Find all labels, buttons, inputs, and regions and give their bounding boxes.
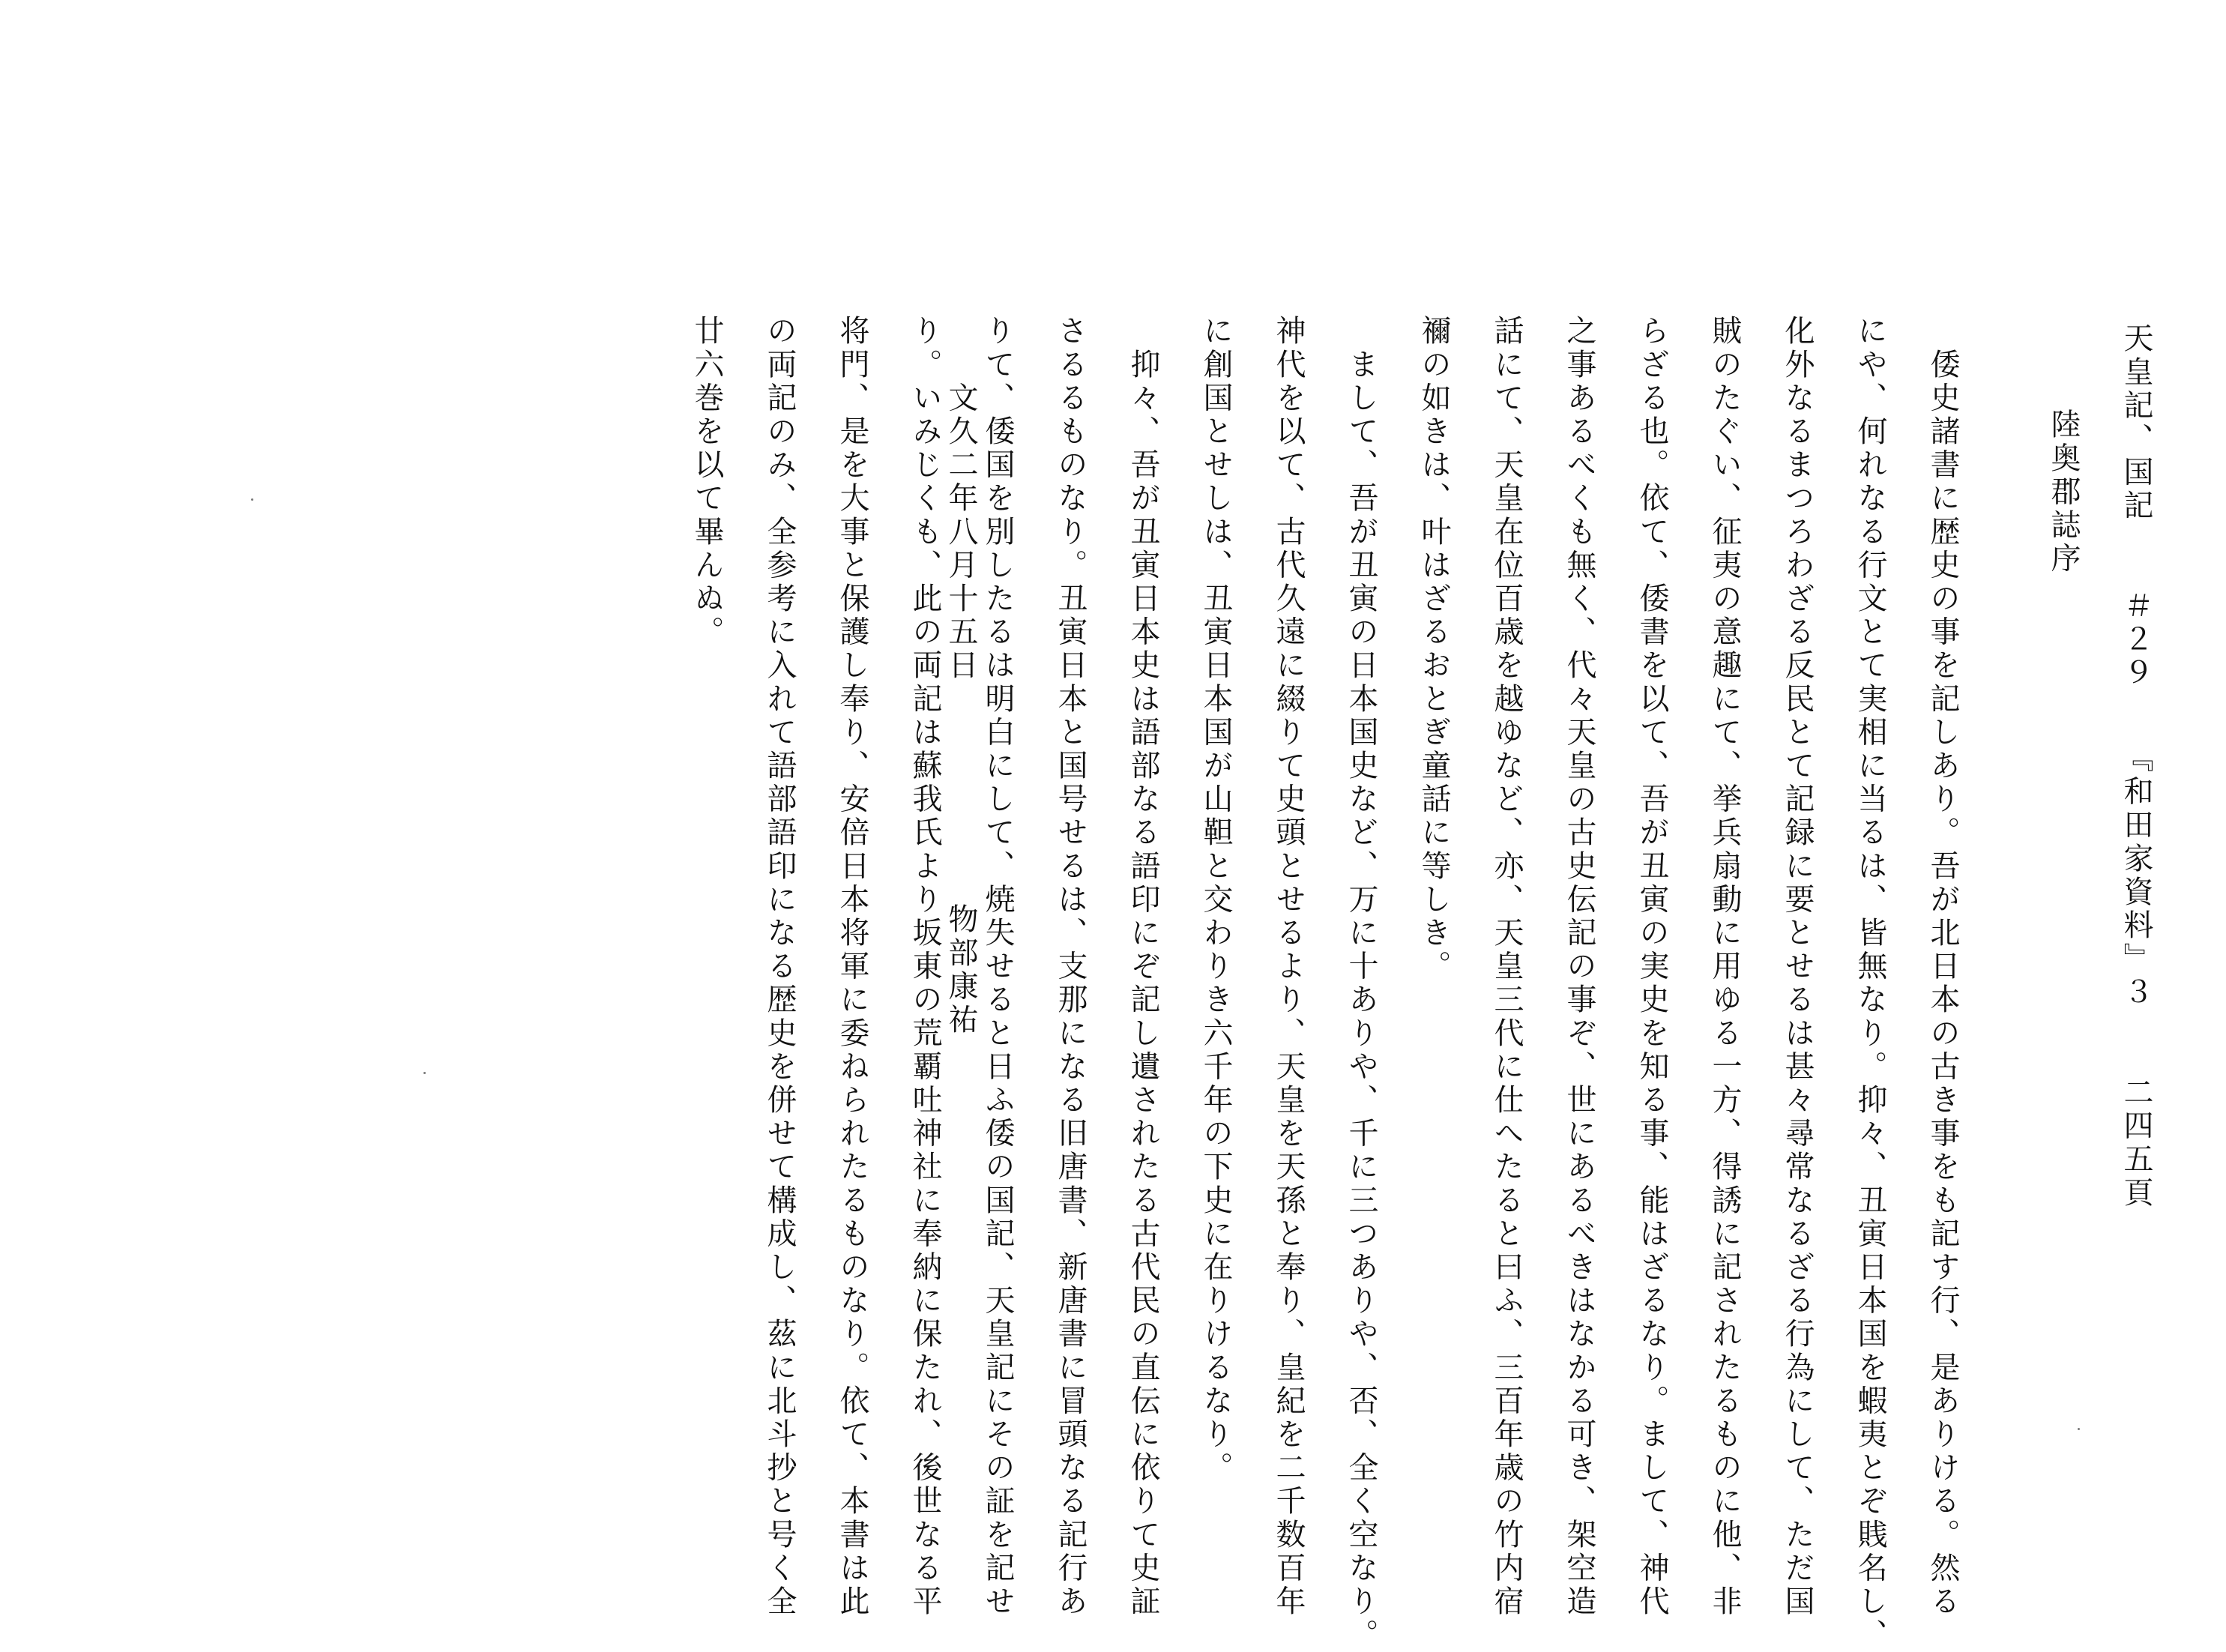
body-line: りて、倭国を別したるは明白にして、焼失せると日ふ倭の国記、天皇記にその証を記せ [980, 315, 1015, 1619]
body-line: にや、何れなる行文とて実相に当るは、皆無なり。抑々、丑寅日本国を蝦夷とぞ賎名し、 [1853, 315, 1887, 1652]
date-line: 文久二年八月十五日 [944, 315, 978, 683]
body-line: 之事あるべくも無く、代々天皇の古史伝記の事ぞ、世にあるべきはなかる可き、架空造 [1562, 315, 1596, 1619]
page-header: 天皇記、国記 ＃２９ 『和田家資料』３ 二四五頁 [2119, 322, 2153, 1211]
body-line: の両記のみ、全参考に入れて語部語印になる歴史を併せて構成し、茲に北斗抄と号く全 [762, 315, 797, 1619]
body-line: 禰の如きは、叶はざるおとぎ童話に等しき。 [1417, 315, 1451, 983]
body-line: 将門、是を大事と保護し奉り、安倍日本将軍に委ねられたるものなり。依て、本書は此 [835, 315, 869, 1619]
scan-speck [251, 498, 253, 501]
body-line: 倭史諸書に歴史の事を記しあり。吾が北日本の古き事をも記す行、是ありける。然る [1925, 315, 1960, 1619]
body-line: 賊のたぐい、征夷の意趣にて、挙兵扇動に用ゆる一方、得誘に記されたるものに他、非 [1707, 315, 1742, 1619]
body-line: 話にて、天皇在位百歳を越ゆなど、亦、天皇三代に仕へたると曰ふ、三百年歳の竹内宿 [1489, 315, 1524, 1619]
body-line: 神代を以て、古代久遠に綴りて史頭とせるより、天皇を天孫と奉り、皇紀を二千数百年 [1271, 315, 1306, 1619]
scan-speck [2078, 1428, 2080, 1430]
body-line: らざる也。依て、倭書を以て、吾が丑寅の実史を知る事、能はざるなり。まして、神代 [1635, 315, 1669, 1619]
body-line: に創国とせしは、丑寅日本国が山靼と交わりき六千年の下史に在りけるなり。 [1198, 315, 1233, 1485]
body-line: 化外なるまつろわざる反民とて記録に要とせるは甚々尋常なるざる行為にして、ただ国 [1780, 315, 1815, 1619]
section-title: 陸奥郡誌序 [2046, 409, 2081, 576]
body-line: まして、吾が丑寅の日本国史など、万に十ありや、千に三つありや、否、全く空なり。 [1344, 315, 1378, 1652]
body-line: り。いみじくも、此の両記は蘇我氏より坂東の荒覇吐神社に奉納に保たれ、後世なる平 [908, 315, 942, 1619]
author-name: 物部康祐 [944, 903, 978, 1037]
body-line: 廿六巻を以て畢んぬ。 [690, 315, 724, 649]
scan-speck [423, 1072, 426, 1074]
body-line: 抑々、吾が丑寅日本史は語部なる語印にぞ記し遺されたる古代民の直伝に依りて史証 [1126, 315, 1160, 1619]
body-line: さるるものなり。丑寅日本と国号せるは、支那になる旧唐書、新唐書に冒頭なる記行あ [1053, 315, 1088, 1619]
